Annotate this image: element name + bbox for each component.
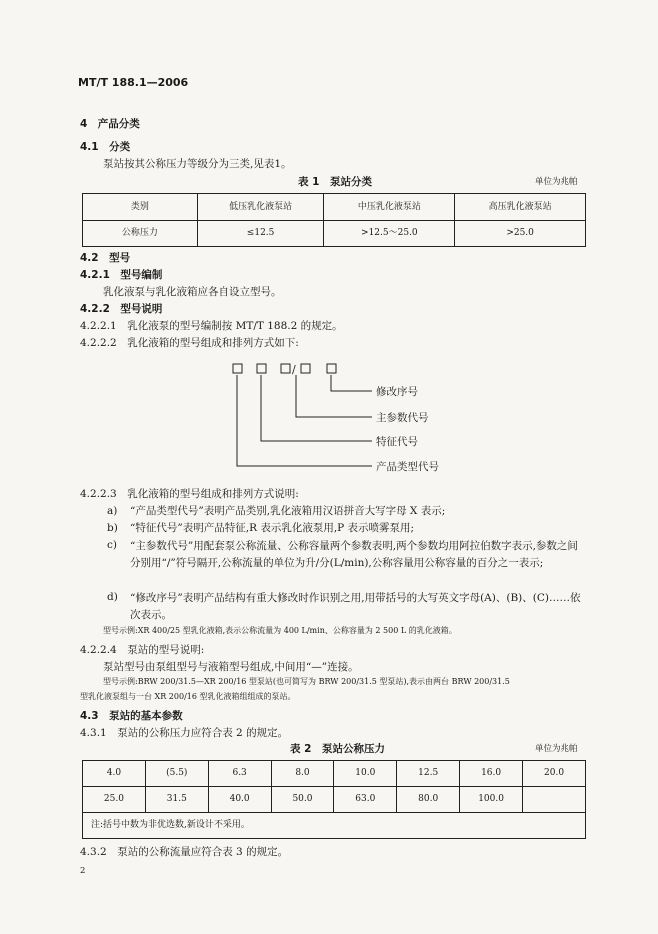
- list-item-text: “特征代号”表明产品特征,R 表示乳化液泵用,P 表示喷雾泵用;: [130, 522, 415, 534]
- list-marker: a): [107, 505, 118, 517]
- diagram-leader-lines: [237, 375, 372, 466]
- table-2-cell: 63.0: [334, 787, 397, 813]
- table-2-unit: 单位为兆帕: [535, 744, 578, 754]
- table-2-cell: [523, 787, 586, 813]
- section-4-1-heading: 4.1 分类: [80, 141, 131, 153]
- list-marker: c): [107, 539, 117, 551]
- table-2-cell: 100.0: [460, 787, 523, 813]
- section-4-2-1-text: 乳化液泵与乳化液箱应各自设立型号。: [103, 286, 282, 298]
- section-4-2-2-1-text: 4.2.2.1 乳化液泵的型号编制按 MT/T 188.2 的规定。: [80, 320, 343, 332]
- table-2-note: 注:括号中数为非优选数,新设计不采用。: [83, 813, 586, 839]
- table-2-cell: 12.5: [397, 761, 460, 787]
- section-4-3-2-text: 4.3.2 泵站的公称流量应符合表 3 的规定。: [80, 846, 289, 858]
- list-marker: d): [107, 591, 118, 603]
- standard-number: MT/T 188.1—2006: [78, 76, 189, 89]
- table-2-cell: 31.5: [145, 787, 208, 813]
- table-2-cell: 4.0: [83, 761, 146, 787]
- table-1-unit: 单位为兆帕: [535, 177, 578, 187]
- diagram-label: 主参数代号: [376, 412, 429, 424]
- model-example-1: 型号示例:XR 400/25 型乳化液箱,表示公称流量为 400 L/min、公称容量为 2 500 L 的乳化液箱。: [103, 626, 457, 635]
- model-example-2-line-2: 型乳化液泵组与一台 XR 200/16 型乳化液箱组组成的泵站。: [80, 692, 296, 701]
- table-2-cell: 25.0: [83, 787, 146, 813]
- table-2-cell: 80.0: [397, 787, 460, 813]
- table-2: [82, 760, 586, 839]
- table-1-header-cell: 低压乳化液泵站: [197, 194, 324, 221]
- section-4-1-text: 泵站按其公称压力等级分为三类,见表1。: [103, 158, 292, 170]
- section-4-heading: 4 产品分类: [80, 118, 140, 130]
- list-marker: b): [107, 522, 118, 534]
- table-1-header-cell: 类别: [83, 194, 198, 221]
- table-1-header-cell: 高压乳化液泵站: [455, 194, 586, 221]
- section-4-2-2-heading: 4.2.2 型号说明: [80, 303, 163, 315]
- table-2-cell: 10.0: [334, 761, 397, 787]
- table-1-header-cell: 中压乳化液泵站: [324, 194, 455, 221]
- section-4-2-2-3-heading: 4.2.2.3 乳化液箱的型号组成和排列方式说明:: [80, 488, 299, 500]
- section-4-2-heading: 4.2 型号: [80, 252, 131, 264]
- section-4-2-2-4-text: 泵站型号由泵组型号与液箱型号组成,中间用“—”连接。: [103, 661, 359, 673]
- diagram-slash: /: [292, 363, 296, 376]
- table-2-cell: 6.3: [208, 761, 271, 787]
- diagram-label: 修改序号: [376, 386, 418, 398]
- code-box: [233, 364, 242, 373]
- table-1-cell: 公称压力: [83, 221, 198, 247]
- table-2-caption: 表 2 泵站公称压力: [290, 743, 385, 755]
- table-2-row: [83, 787, 586, 813]
- table-1-cell: >25.0: [455, 221, 586, 247]
- table-1-header-row: [83, 194, 586, 221]
- code-box: [301, 364, 310, 373]
- diagram-label: 特征代号: [376, 436, 418, 448]
- model-example-2-line-1: 型号示例:BRW 200/31.5—XR 200/16 型泵站(也可简写为 BRW 200/31.5 型泵站),表示由两台 BRW 200/31.5: [103, 677, 510, 686]
- table-1-row: [83, 221, 586, 247]
- table-2-cell: 20.0: [523, 761, 586, 787]
- diagram-label: 产品类型代号: [376, 461, 439, 473]
- table-1-cell: ≤12.5: [197, 221, 324, 247]
- table-2-cell: 16.0: [460, 761, 523, 787]
- table-2-cell: 40.0: [208, 787, 271, 813]
- section-4-2-2-4-heading: 4.2.2.4 泵站的型号说明:: [80, 644, 205, 656]
- list-item-text: “主参数代号”用配套泵公称流量、公称容量两个参数表明,两个参数均用阿拉伯数字表示,参数之间分别用“/”符号隔开,公称流量的单位为升/分(L/min),公称容量用公称容量的百分之一表示;: [130, 540, 578, 569]
- table-2-cell: 8.0: [271, 761, 334, 787]
- model-code-diagram: [230, 360, 490, 480]
- table-2-cell: (5.5): [145, 761, 208, 787]
- table-2-cell: 50.0: [271, 787, 334, 813]
- section-4-2-2-2-text: 4.2.2.2 乳化液箱的型号组成和排列方式如下:: [80, 337, 299, 349]
- table-1-cell: >12.5～25.0: [324, 221, 455, 247]
- table-1-caption: 表 1 泵站分类: [298, 176, 372, 188]
- list-item-text: “修改序号”表明产品结构有重大修改时作识别之用,用带括号的大写英文字母(A)、(B)、(C)……依次表示。: [130, 592, 581, 621]
- code-box: [327, 364, 336, 373]
- table-2-note-row: [83, 813, 586, 839]
- list-item-text: “产品类型代号”表明产品类别,乳化液箱用汉语拼音大写字母 X 表示;: [130, 505, 446, 517]
- page-number: 2: [80, 866, 86, 876]
- table-1: [82, 193, 586, 247]
- code-box: [257, 364, 266, 373]
- section-4-3-1-text: 4.3.1 泵站的公称压力应符合表 2 的规定。: [80, 727, 289, 739]
- code-box: [281, 364, 290, 373]
- section-4-3-heading: 4.3 泵站的基本参数: [80, 710, 183, 722]
- table-2-row: [83, 761, 586, 787]
- section-4-2-1-heading: 4.2.1 型号编制: [80, 269, 163, 281]
